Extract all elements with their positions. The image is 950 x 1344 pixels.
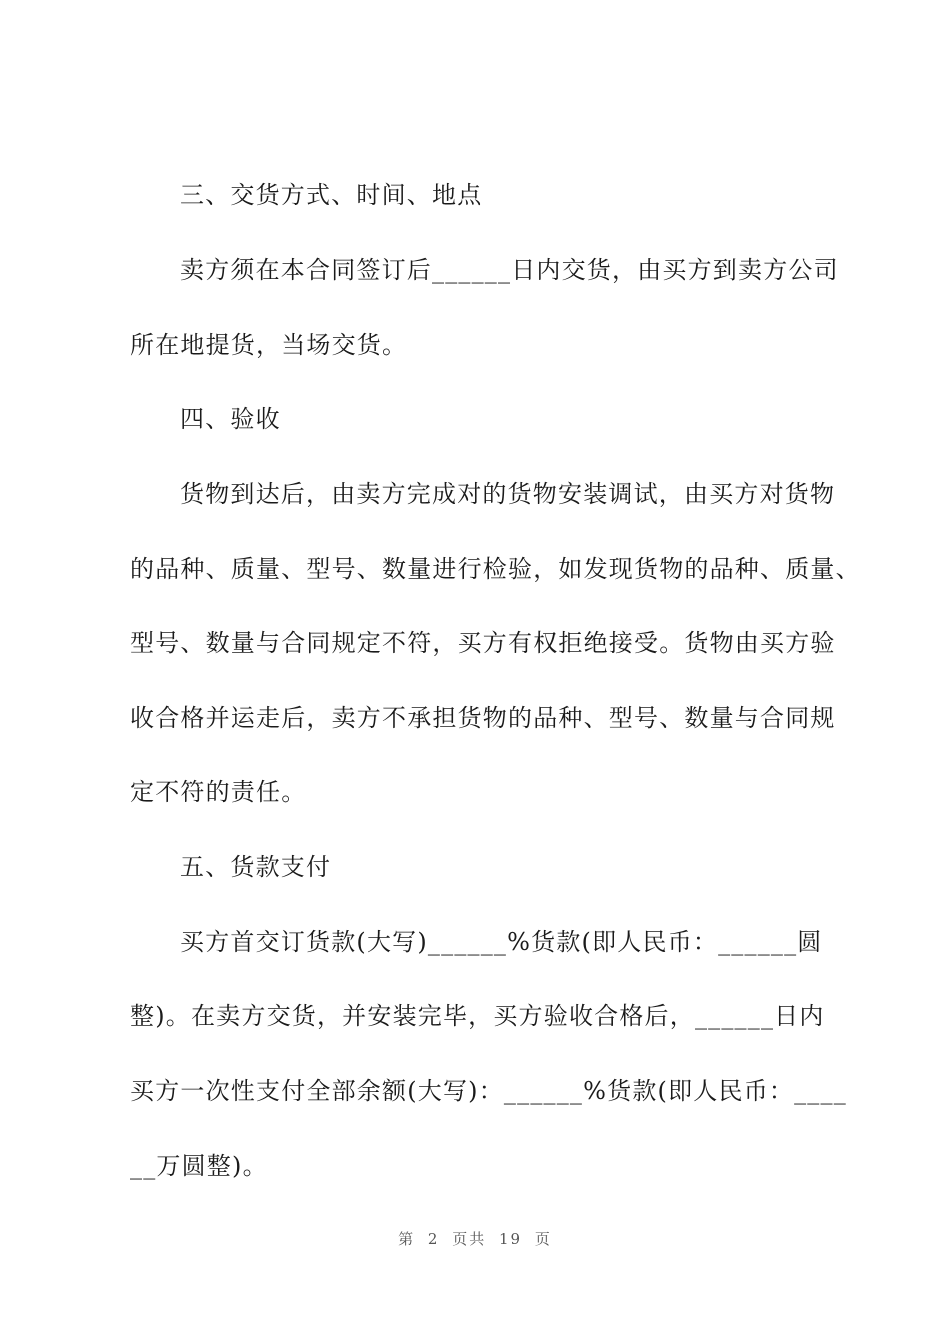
section-heading-payment: 五、货款支付: [180, 853, 332, 881]
paragraph-line: 型号、数量与合同规定不符，买方有权拒绝接受。货物由买方验: [130, 629, 836, 657]
paragraph-line: 货物到达后，由卖方完成对的货物安装调试，由买方对货物: [180, 480, 836, 508]
paragraph-line: __万圆整)。: [130, 1152, 268, 1180]
paragraph-line: 的品种、质量、型号、数量进行检验，如发现货物的品种、质量、: [130, 555, 861, 583]
paragraph-line: 定不符的责任。: [130, 778, 307, 806]
section-heading-inspection: 四、验收: [180, 405, 281, 433]
paragraph-line: 买方一次性支付全部余额(大写)：______%货款(即人民币：____: [130, 1077, 847, 1105]
paragraph-line: 卖方须在本合同签订后______日内交货，由买方到卖方公司: [180, 256, 839, 284]
section-heading-delivery: 三、交货方式、时间、地点: [180, 181, 483, 209]
paragraph-line: 买方首交订货款(大写)______%货款(即人民币：______圆: [180, 928, 823, 956]
paragraph-line: 整)。在卖方交货，并安装完毕，买方验收合格后，______日内: [130, 1002, 825, 1030]
paragraph-line: 收合格并运走后，卖方不承担货物的品种、型号、数量与合同规: [130, 704, 836, 732]
paragraph-line: 所在地提货，当场交货。: [130, 331, 408, 359]
page-number-footer: 第 2 页共 19 页: [398, 1230, 552, 1248]
